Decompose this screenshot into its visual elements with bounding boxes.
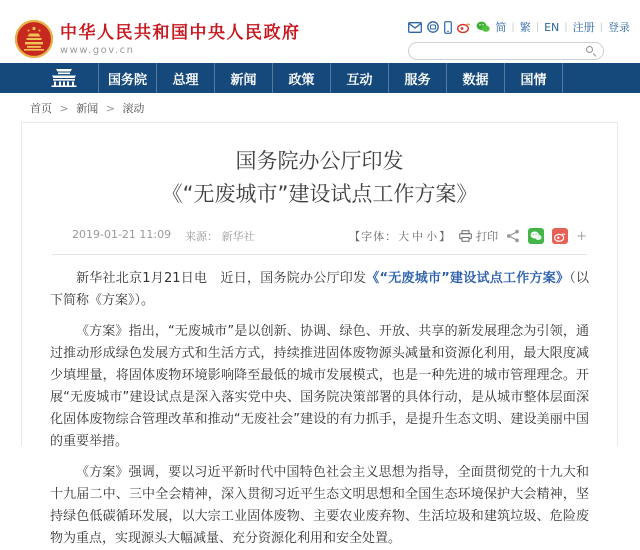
breadcrumb	[0, 93, 640, 122]
breadcrumb-separator: >	[105, 102, 115, 115]
share-more-button[interactable]: +	[576, 228, 587, 244]
plan-document-link[interactable]: 《“无废城市”建设试点工作方案》	[366, 271, 570, 286]
search-box[interactable]	[408, 42, 604, 60]
paragraph-1-text: 新华社北京1月21日电 近日，国务院办公厅印发	[76, 271, 367, 286]
wechat-icon	[530, 231, 542, 241]
search-input[interactable]	[417, 43, 582, 59]
font-size-tool	[349, 228, 451, 244]
nav-item-data[interactable]: 数据	[446, 63, 504, 93]
weibo-icon[interactable]	[457, 21, 471, 33]
wechat-icon[interactable]	[476, 21, 490, 33]
article-title	[22, 145, 617, 211]
national-emblem-icon	[14, 19, 54, 59]
site-title: 中华人民共和国中央人民政府	[60, 22, 301, 43]
link-separator: |	[535, 21, 540, 33]
mail-icon[interactable]	[408, 22, 422, 33]
paragraph-2: 《方案》指出，“无废城市”是以创新、协调、绿色、开放、共享的新发展理念为引领，通过推动形成绿色发展方式和生活方式，持续推进固体废物源头减量和资源化利用，最大限度减少填埋量，将固体废物环境影响降至最低的城市发展模式，也是一种先进的城市管理理念。开展“无废城市”建设试点是深入落实党中央、国务院决策部署的具体行动，是从城市整体层面深化固体废物综合管理改革和推动“无废社会”建设的有力抓手，是提升生态文明、建设美丽中国的重要举措。	[50, 324, 589, 449]
search-icon[interactable]	[586, 46, 597, 57]
nav-item-national[interactable]: 国情	[504, 63, 562, 93]
font-small-button[interactable]: 小	[426, 230, 439, 243]
nav-item-news[interactable]: 新闻	[214, 63, 272, 93]
nav-home-tiananmen-icon[interactable]	[30, 63, 98, 93]
login-link[interactable]: 登录	[608, 21, 630, 34]
article-source: 来源： 新华社	[185, 230, 255, 243]
printer-icon	[459, 230, 472, 242]
share-weibo-button[interactable]	[552, 228, 568, 244]
breadcrumb-rolling[interactable]: 滚动	[122, 102, 145, 115]
breadcrumb-home[interactable]: 首页	[30, 102, 52, 115]
article-panel	[21, 122, 618, 546]
main-nav	[0, 63, 640, 93]
share-icon[interactable]	[506, 229, 520, 243]
lang-simplified-link[interactable]: 简	[495, 21, 507, 34]
publish-date: 2019-01-21 11:09	[72, 228, 172, 241]
weibo-icon	[554, 231, 566, 242]
nav-item-premier[interactable]: 总理	[156, 63, 214, 93]
article-meta	[72, 228, 587, 244]
paragraph-1	[50, 268, 589, 312]
mobile-app-icon[interactable]	[444, 21, 452, 34]
font-tool-prefix: 【字体：	[349, 230, 398, 243]
article-title-line1: 国务院办公厅印发	[235, 149, 404, 173]
article-title-line2: 《“无废城市”建设试点工作方案》	[161, 182, 478, 206]
font-large-button[interactable]: 大	[398, 230, 411, 243]
nav-item-state-council[interactable]: 国务院	[98, 63, 156, 93]
header-tools	[408, 20, 630, 60]
print-label: 打印	[476, 230, 499, 243]
site-url: www.gov.cn	[60, 44, 135, 56]
nav-item-services[interactable]: 服务	[388, 63, 446, 93]
nav-item-policy[interactable]: 政策	[272, 63, 330, 93]
article-body	[50, 268, 589, 550]
breadcrumb-separator: >	[59, 102, 69, 115]
font-medium-button[interactable]: 中	[412, 230, 425, 243]
lang-traditional-link[interactable]: 繁	[519, 21, 531, 34]
paragraph-1-tail: （以下简称《方案》）。	[50, 271, 589, 308]
link-separator: |	[564, 21, 568, 33]
share-wechat-button[interactable]	[528, 228, 544, 244]
site-logo[interactable]	[14, 19, 301, 59]
link-separator: |	[599, 21, 603, 33]
meta-divider	[52, 254, 587, 255]
nav-item-interact[interactable]: 互动	[330, 63, 388, 93]
site-header	[0, 0, 640, 63]
breadcrumb-news[interactable]: 新闻	[76, 102, 99, 115]
link-separator: |	[511, 21, 515, 33]
register-link[interactable]: 注册	[572, 21, 595, 34]
print-button[interactable]	[459, 228, 498, 244]
lang-english-link[interactable]: EN	[544, 20, 560, 34]
nav-filler	[562, 63, 640, 93]
font-tool-suffix: 】	[439, 230, 452, 243]
message-icon[interactable]	[427, 21, 439, 33]
paragraph-3: 《方案》强调，要以习近平新时代中国特色社会主义思想为指导，全面贯彻党的十九大和十九届二中、三中全会精神，深入贯彻习近平生态文明思想和全国生态环境保护大会精神，坚持绿色低碳循环发展，以大宗工业固体废物、主要农业废弃物、生活垃圾和建筑垃圾、危险废物为重点，实现源头大幅减量、充分资源化利用和安全处置。	[50, 465, 589, 546]
